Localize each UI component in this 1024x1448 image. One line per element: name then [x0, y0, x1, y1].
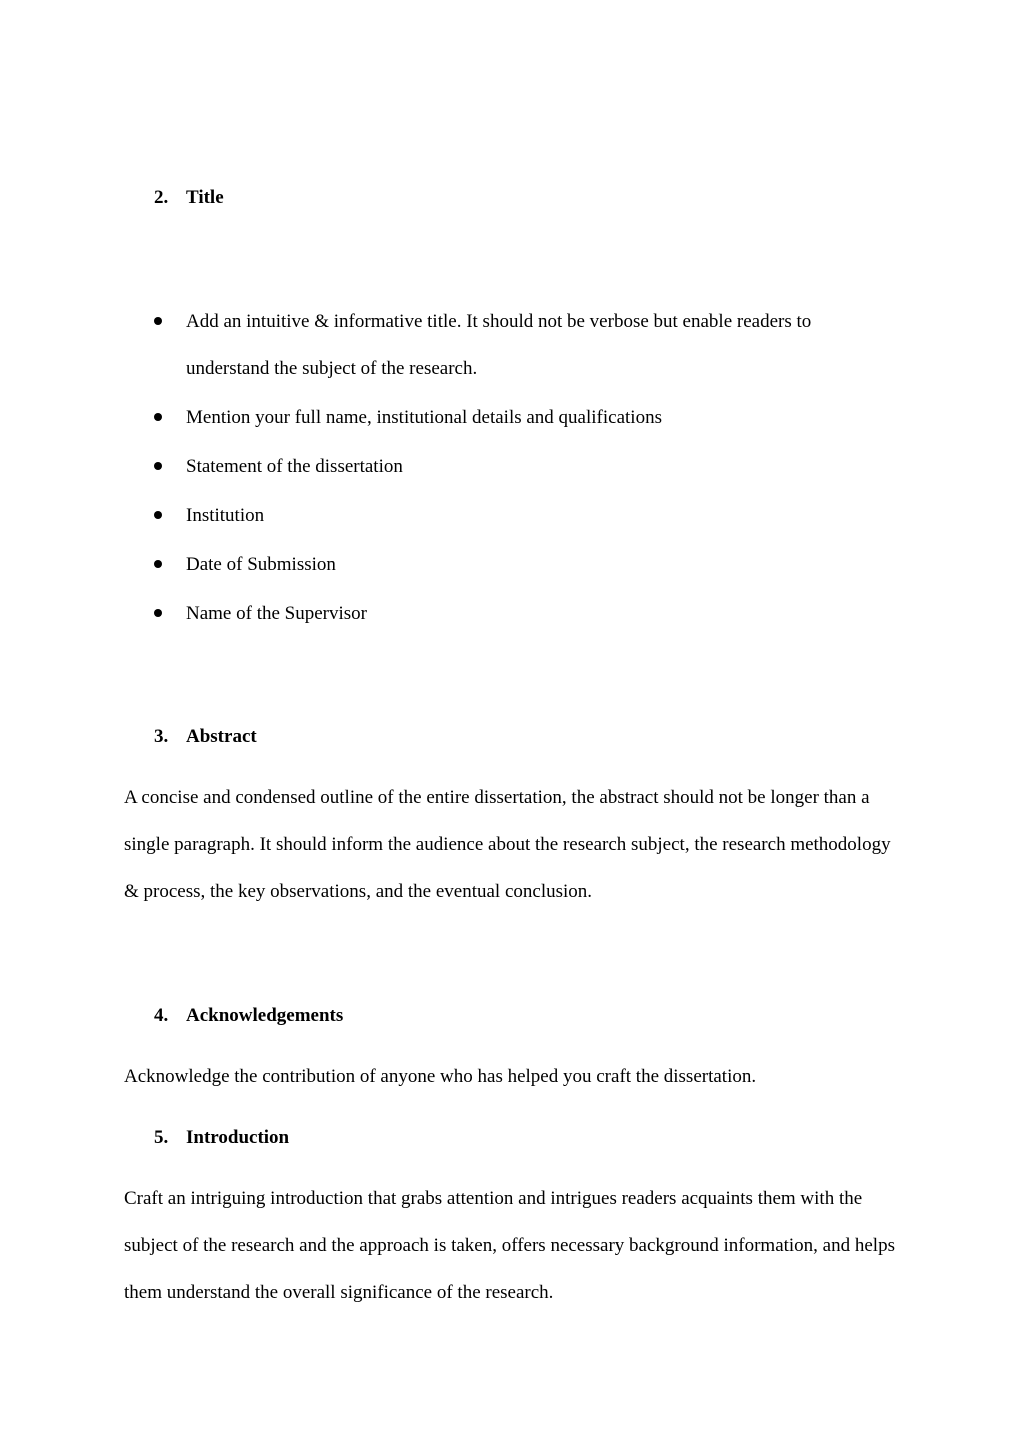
bullet-icon: [154, 609, 162, 617]
list-item-text: Mention your full name, institutional details and qualifications: [186, 407, 662, 428]
section-title: Acknowledgements: [186, 1005, 344, 1026]
list-item: [154, 394, 884, 441]
list-item: [154, 298, 884, 392]
list-item-text: Add an intuitive & informative title. It should not be verbose but enable readers to understand the subject of the research.: [186, 311, 812, 379]
list-item-text: Statement of the dissertation: [186, 456, 403, 477]
section-number: 5.: [154, 1127, 169, 1148]
bullet-icon: [154, 413, 162, 421]
section-title: Introduction: [186, 1127, 290, 1148]
section-title: Abstract: [186, 726, 257, 747]
section-number: 3.: [154, 726, 169, 747]
list-item: [154, 492, 884, 539]
list-item-text: Institution: [186, 505, 265, 526]
section-heading-title: [154, 186, 224, 210]
introduction-paragraph: Craft an intriguing introduction that grabs attention and intrigues readers acquaints them with the subject of the research and the approach is taken, offers necessary background information, and helps them understand the overall significance of the research.: [124, 1188, 895, 1303]
acknowledgements-paragraph: Acknowledge the contribution of anyone who has helped you craft the dissertation.: [124, 1066, 757, 1087]
list-item-text: Date of Submission: [186, 554, 336, 575]
section-number: 4.: [154, 1005, 169, 1026]
section-heading-abstract: [154, 725, 257, 749]
list-item-text: Name of the Supervisor: [186, 603, 367, 624]
bullet-icon: [154, 511, 162, 519]
section-title: Title: [186, 187, 224, 208]
list-item: [154, 590, 884, 637]
section-heading-introduction: [154, 1126, 289, 1150]
list-item: [154, 541, 884, 588]
bullet-icon: [154, 462, 162, 470]
bullet-icon: [154, 317, 162, 325]
section-number: 2.: [154, 187, 169, 208]
list-item: [154, 443, 884, 490]
section-heading-acknowledgements: [154, 1004, 343, 1028]
bullet-icon: [154, 560, 162, 568]
abstract-paragraph: A concise and condensed outline of the entire dissertation, the abstract should not be longer than a single paragraph. It should inform the audience about the research subject, the research methodology & process, the key observations, and the eventual conclusion.: [124, 787, 891, 902]
